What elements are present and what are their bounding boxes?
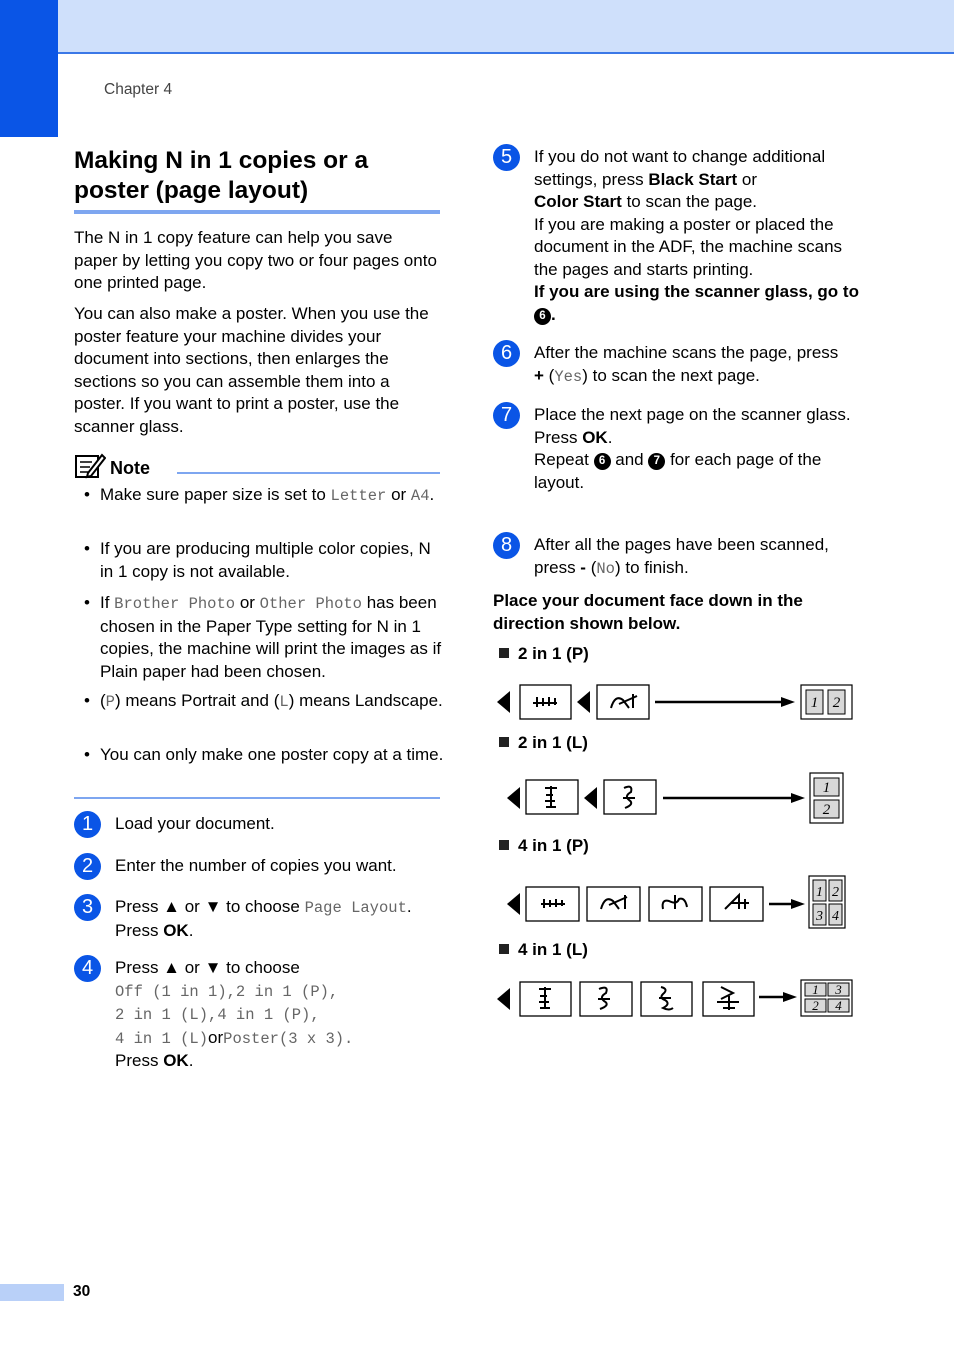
arrow-left-icon — [577, 691, 590, 713]
arrow-left-icon — [507, 893, 520, 915]
bullet-dot: • — [84, 593, 90, 612]
step-number-badge: 1 — [74, 811, 101, 838]
intro-paragraph-2: You can also make a poster. When you use the poster feature your machine divides your document into sections, then enlarges the sections so you can assemble them into a poster. If you want to print a poster, use the scanner glass. — [74, 304, 429, 436]
placement-heading: Place your document face down in the direction shown below. — [493, 591, 803, 633]
layout-label-4in1p: 4 in 1 (P) — [499, 835, 589, 858]
arrow-left-icon — [497, 988, 510, 1010]
title-rule — [74, 210, 440, 214]
arrow-left-icon — [497, 691, 510, 713]
page-number: 30 — [73, 1283, 91, 1300]
note-rule — [177, 472, 440, 474]
page-number-label: 3 — [835, 982, 842, 997]
arrow-left-icon — [584, 787, 597, 809]
arrow-right-icon — [781, 697, 795, 707]
page-number-label: 2 — [832, 885, 839, 900]
step-text: Press ▲ or ▼ to choose Page Layout. Press OK. — [115, 897, 412, 940]
arrow-right-icon — [783, 992, 797, 1002]
square-bullet-icon — [499, 648, 509, 658]
step-text: After the machine scans the page, press + (Yes) to scan the next page. — [534, 343, 839, 386]
chapter-tab — [0, 0, 58, 137]
page-number-label: 1 — [810, 695, 819, 711]
page-number-label: 4 — [832, 909, 839, 924]
step-ref-badge: 6 — [594, 453, 611, 470]
arrow-left-icon — [507, 787, 520, 809]
header-band — [0, 0, 954, 54]
square-bullet-icon — [499, 840, 509, 850]
bullet-dot: • — [84, 485, 90, 504]
note-header — [74, 451, 440, 481]
note-pencil-icon — [74, 451, 106, 479]
step-number-badge: 4 — [74, 955, 101, 982]
diagram-2in1-landscape — [493, 770, 863, 826]
page-number-label: 2 — [822, 802, 831, 818]
page-number-label: 1 — [816, 885, 823, 900]
diagram-4in1-landscape — [493, 978, 863, 1022]
step-text: Enter the number of copies you want. — [115, 856, 397, 875]
note-bottom-rule — [74, 797, 440, 799]
step-text: Press ▲ or ▼ to choose Off (1 in 1),2 in 1 (P), 2 in 1 (L),4 in 1 (P), 4 in 1 (L)orPoster(3 x 3). Press OK. — [115, 958, 354, 1070]
bullet-dot: • — [84, 691, 90, 710]
page-number-label: 3 — [816, 909, 823, 924]
step-ref-badge: 7 — [648, 453, 665, 470]
step-number-badge: 7 — [493, 402, 520, 429]
page-number-label: 1 — [812, 982, 819, 997]
page-number-label: 4 — [835, 998, 842, 1013]
layout-label-2in1l: 2 in 1 (L) — [499, 732, 588, 755]
step-number-badge: 2 — [74, 853, 101, 880]
step-text: Place the next page on the scanner glass. Press OK. Repeat 6 and 7 for each page of the layout. — [534, 405, 851, 492]
step-number-badge: 8 — [493, 532, 520, 559]
layout-label-2in1p: 2 in 1 (P) — [499, 643, 589, 666]
step-number-badge: 5 — [493, 144, 520, 171]
bullet-dot: • — [84, 539, 90, 558]
section-title: Making N in 1 copies or a poster (page layout) — [74, 147, 369, 204]
square-bullet-icon — [499, 737, 509, 747]
step-text: After all the pages have been scanned, press - (No) to finish. — [534, 535, 829, 578]
page-number-label: 1 — [822, 780, 831, 796]
note-title: Note — [110, 458, 150, 478]
page-number-tab — [0, 1284, 64, 1301]
diagram-4in1-portrait — [493, 873, 863, 931]
step-number-badge: 6 — [493, 340, 520, 367]
step-ref-badge: 6 — [534, 308, 551, 325]
step-number-badge: 3 — [74, 894, 101, 921]
square-bullet-icon — [499, 944, 509, 954]
chapter-label: Chapter 4 — [104, 81, 173, 98]
layout-label-4in1l: 4 in 1 (L) — [499, 939, 588, 962]
bullet-dot: • — [84, 745, 90, 764]
arrow-right-icon — [791, 899, 805, 909]
diagram-2in1-portrait — [493, 682, 863, 722]
step-text: Load your document. — [115, 814, 275, 833]
page-number-label: 2 — [832, 695, 841, 711]
page-number-label: 2 — [812, 998, 819, 1013]
arrow-right-icon — [791, 793, 805, 803]
intro-paragraph-1: The N in 1 copy feature can help you save paper by letting you copy two or four pages onto one printed page. — [74, 228, 437, 292]
step-text: If you do not want to change additional settings, press Black Start or Color Start to scan the page. If you are making a poster or placed the document in the ADF, the machine scans the pages and starts printing. If you are using the scanner glass, go to 6 . — [534, 147, 859, 324]
